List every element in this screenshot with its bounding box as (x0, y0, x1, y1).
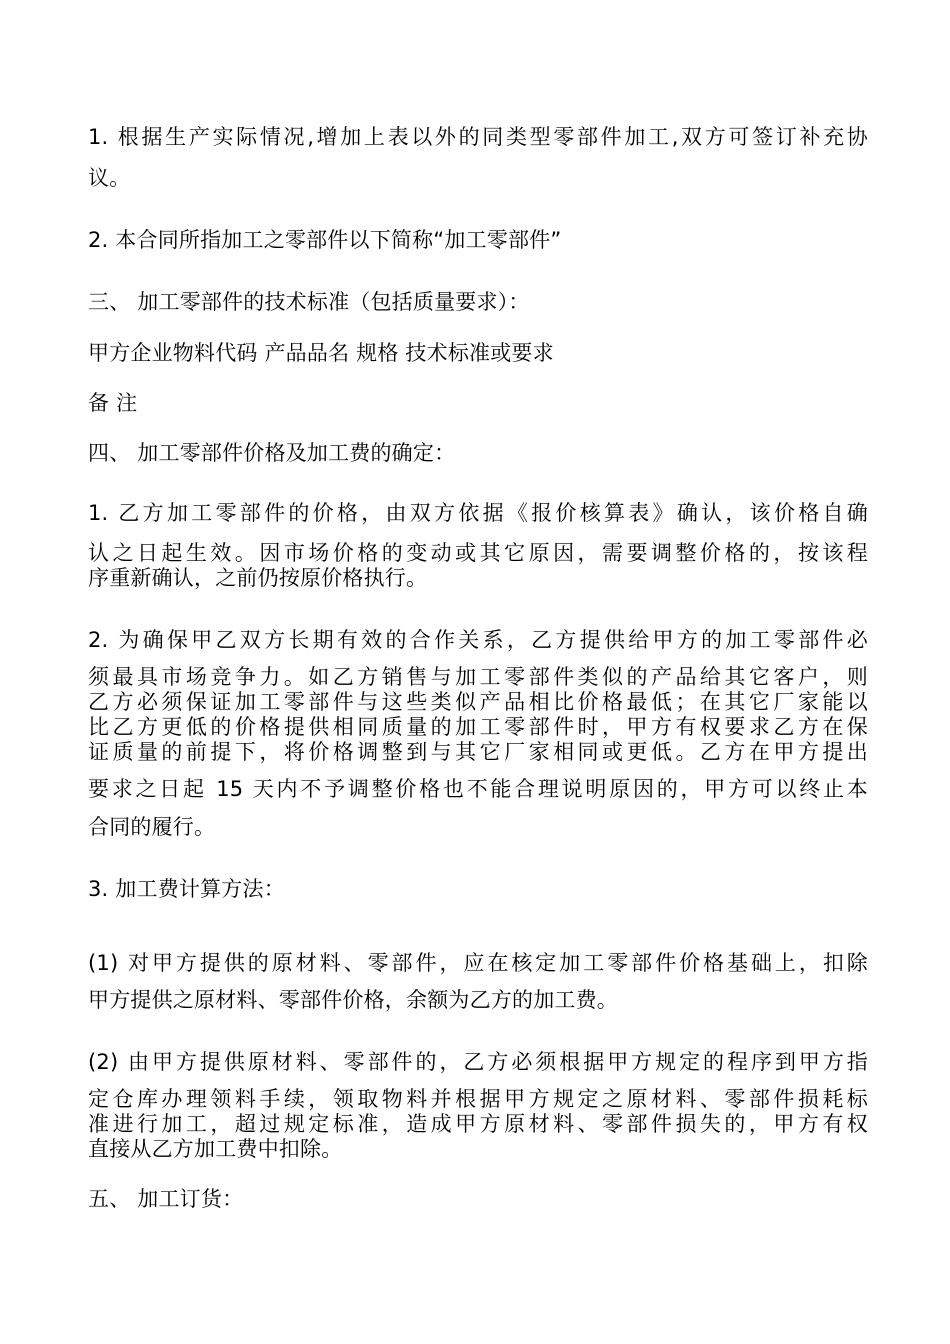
section-4-para-2-line-5: 证质量的前提下，将价格调整到与其它厂家相同或更低。乙方在甲方提出 (88, 740, 868, 764)
section-4-para-3a-line-1: (1) 对甲方提供的原材料、零部件，应在核定加工零部件价格基础上，扣除 (88, 951, 868, 975)
section-4-para-3a-line-2: 甲方提供之原材料、零部件价格，余额为乙方的加工费。 (88, 988, 618, 1012)
section-4-para-2-line-7: 合同的履行。 (88, 815, 216, 839)
section-3-remark: 备 注 (88, 391, 138, 415)
paragraph-1-line-2: 议。 (88, 166, 131, 190)
paragraph-1-line-1: 1. 根据生产实际情况,增加上表以外的同类型零部件加工,双方可签订补充协 (88, 125, 868, 149)
section-4-title: 四、 加工零部件价格及加工费的确定： (88, 441, 456, 465)
section-3-table-header: 甲方企业物料代码 产品品名 规格 技术标准或要求 (88, 341, 554, 365)
section-4-para-2-line-2: 须最具市场竞争力。如乙方销售与加工零部件类似的产品给其它客户，则 (88, 665, 868, 689)
section-5-title: 五、 加工订货： (88, 1187, 244, 1211)
section-4-para-2-line-3: 乙方必须保证加工零部件与这些类似产品相比价格最低；在其它厂家能以 (88, 690, 868, 714)
paragraph-2: 2. 本合同所指加工之零部件以下简称“加工零部件” (88, 228, 562, 252)
section-4-para-1-line-3: 序重新确认，之前仍按原价格执行。 (88, 566, 428, 590)
section-4-para-1-line-2: 认之日起生效。因市场价格的变动或其它原因，需要调整价格的，按该程 (88, 541, 868, 565)
section-4-para-2-line-6: 要求之日起 15 天内不予调整价格也不能合理说明原因的，甲方可以终止本 (88, 777, 868, 801)
section-4-para-3b-line-3: 准进行加工，超过规定标准，造成甲方原材料、零部件损失的，甲方有权 (88, 1112, 868, 1136)
section-4-para-2-line-4: 比乙方更低的价格提供相同质量的加工零部件时，甲方有权要求乙方在保 (88, 715, 868, 739)
section-3-title: 三、 加工零部件的技术标准（包括质量要求）： (88, 290, 530, 314)
section-4-para-3: 3. 加工费计算方法： (88, 877, 285, 901)
section-4-para-3b-line-2: 定仓库办理领料手续，领取物料并根据甲方规定之原材料、零部件损耗标 (88, 1087, 868, 1111)
section-4-para-3b-line-1: (2) 由甲方提供原材料、零部件的，乙方必须根据甲方规定的程序到甲方指 (88, 1050, 868, 1074)
section-4-para-3b-line-4: 直接从乙方加工费中扣除。 (88, 1137, 343, 1161)
section-4-para-2-line-1: 2. 为确保甲乙双方长期有效的合作关系，乙方提供给甲方的加工零部件必 (88, 628, 868, 652)
section-4-para-1-line-1: 1. 乙方加工零部件的价格，由双方依据《报价核算表》确认，该价格自确 (88, 501, 868, 525)
